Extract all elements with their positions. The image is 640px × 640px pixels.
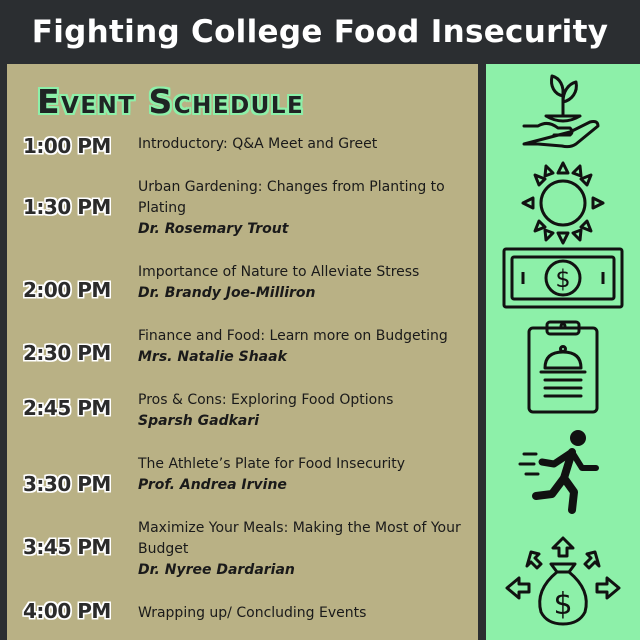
- event-topic: Wrapping up/ Concluding Events: [138, 605, 367, 621]
- event-speaker: Sparsh Gadkari: [138, 413, 260, 429]
- event-time: 4:00 PM: [23, 599, 111, 623]
- event-time: 1:00 PM: [23, 134, 111, 158]
- event-speaker: Dr. Nyree Dardarian: [138, 562, 295, 578]
- event-description: [138, 454, 474, 496]
- event-topic: Maximize Your Meals: Making the Most of Your Budget: [138, 520, 461, 557]
- schedule-panel: [7, 64, 478, 640]
- clipboard-cloche-icon: [486, 316, 640, 416]
- event-speaker: Dr. Brandy Joe-Milliron: [138, 285, 316, 301]
- event-topic: Importance of Nature to Alleviate Stress: [138, 264, 420, 280]
- dollar-symbol: $: [555, 265, 571, 293]
- event-speaker: Prof. Andrea Irvine: [138, 477, 287, 493]
- event-topic: The Athlete’s Plate for Food Insecurity: [138, 456, 406, 472]
- icon-column: [486, 64, 640, 640]
- dollar-symbol: $: [553, 587, 573, 622]
- sun-icon: [486, 159, 640, 247]
- event-time: 2:45 PM: [23, 396, 111, 420]
- event-time: 1:30 PM: [23, 195, 111, 219]
- event-topic: Introductory: Q&A Meet and Greet: [138, 136, 378, 152]
- page-title: Fighting College Food Insecurity: [31, 14, 609, 50]
- event-time: 3:30 PM: [23, 472, 111, 496]
- event-topic: Finance and Food: Learn more on Budgeting: [138, 328, 448, 344]
- dollar-bill-icon: [486, 246, 640, 310]
- event-time: 2:30 PM: [23, 341, 111, 365]
- money-bag-arrows-icon: [486, 516, 640, 628]
- event-description: [138, 177, 474, 240]
- schedule-heading: Event Schedule: [37, 82, 305, 121]
- event-time: 3:45 PM: [23, 535, 111, 559]
- event-speaker: Mrs. Natalie Shaak: [138, 349, 287, 365]
- event-topic: Urban Gardening: Changes from Planting to Plating: [138, 179, 445, 216]
- event-topic: Pros & Cons: Exploring Food Options: [138, 392, 394, 408]
- event-description: [138, 603, 474, 624]
- event-description: [138, 134, 474, 155]
- runner-icon: [486, 424, 640, 514]
- hand-plant-icon: [486, 68, 640, 152]
- event-description: [138, 390, 474, 432]
- event-description: [138, 326, 474, 368]
- event-description: [138, 262, 474, 304]
- event-speaker: Dr. Rosemary Trout: [138, 221, 289, 237]
- event-time: 2:00 PM: [23, 278, 111, 302]
- event-description: [138, 518, 474, 581]
